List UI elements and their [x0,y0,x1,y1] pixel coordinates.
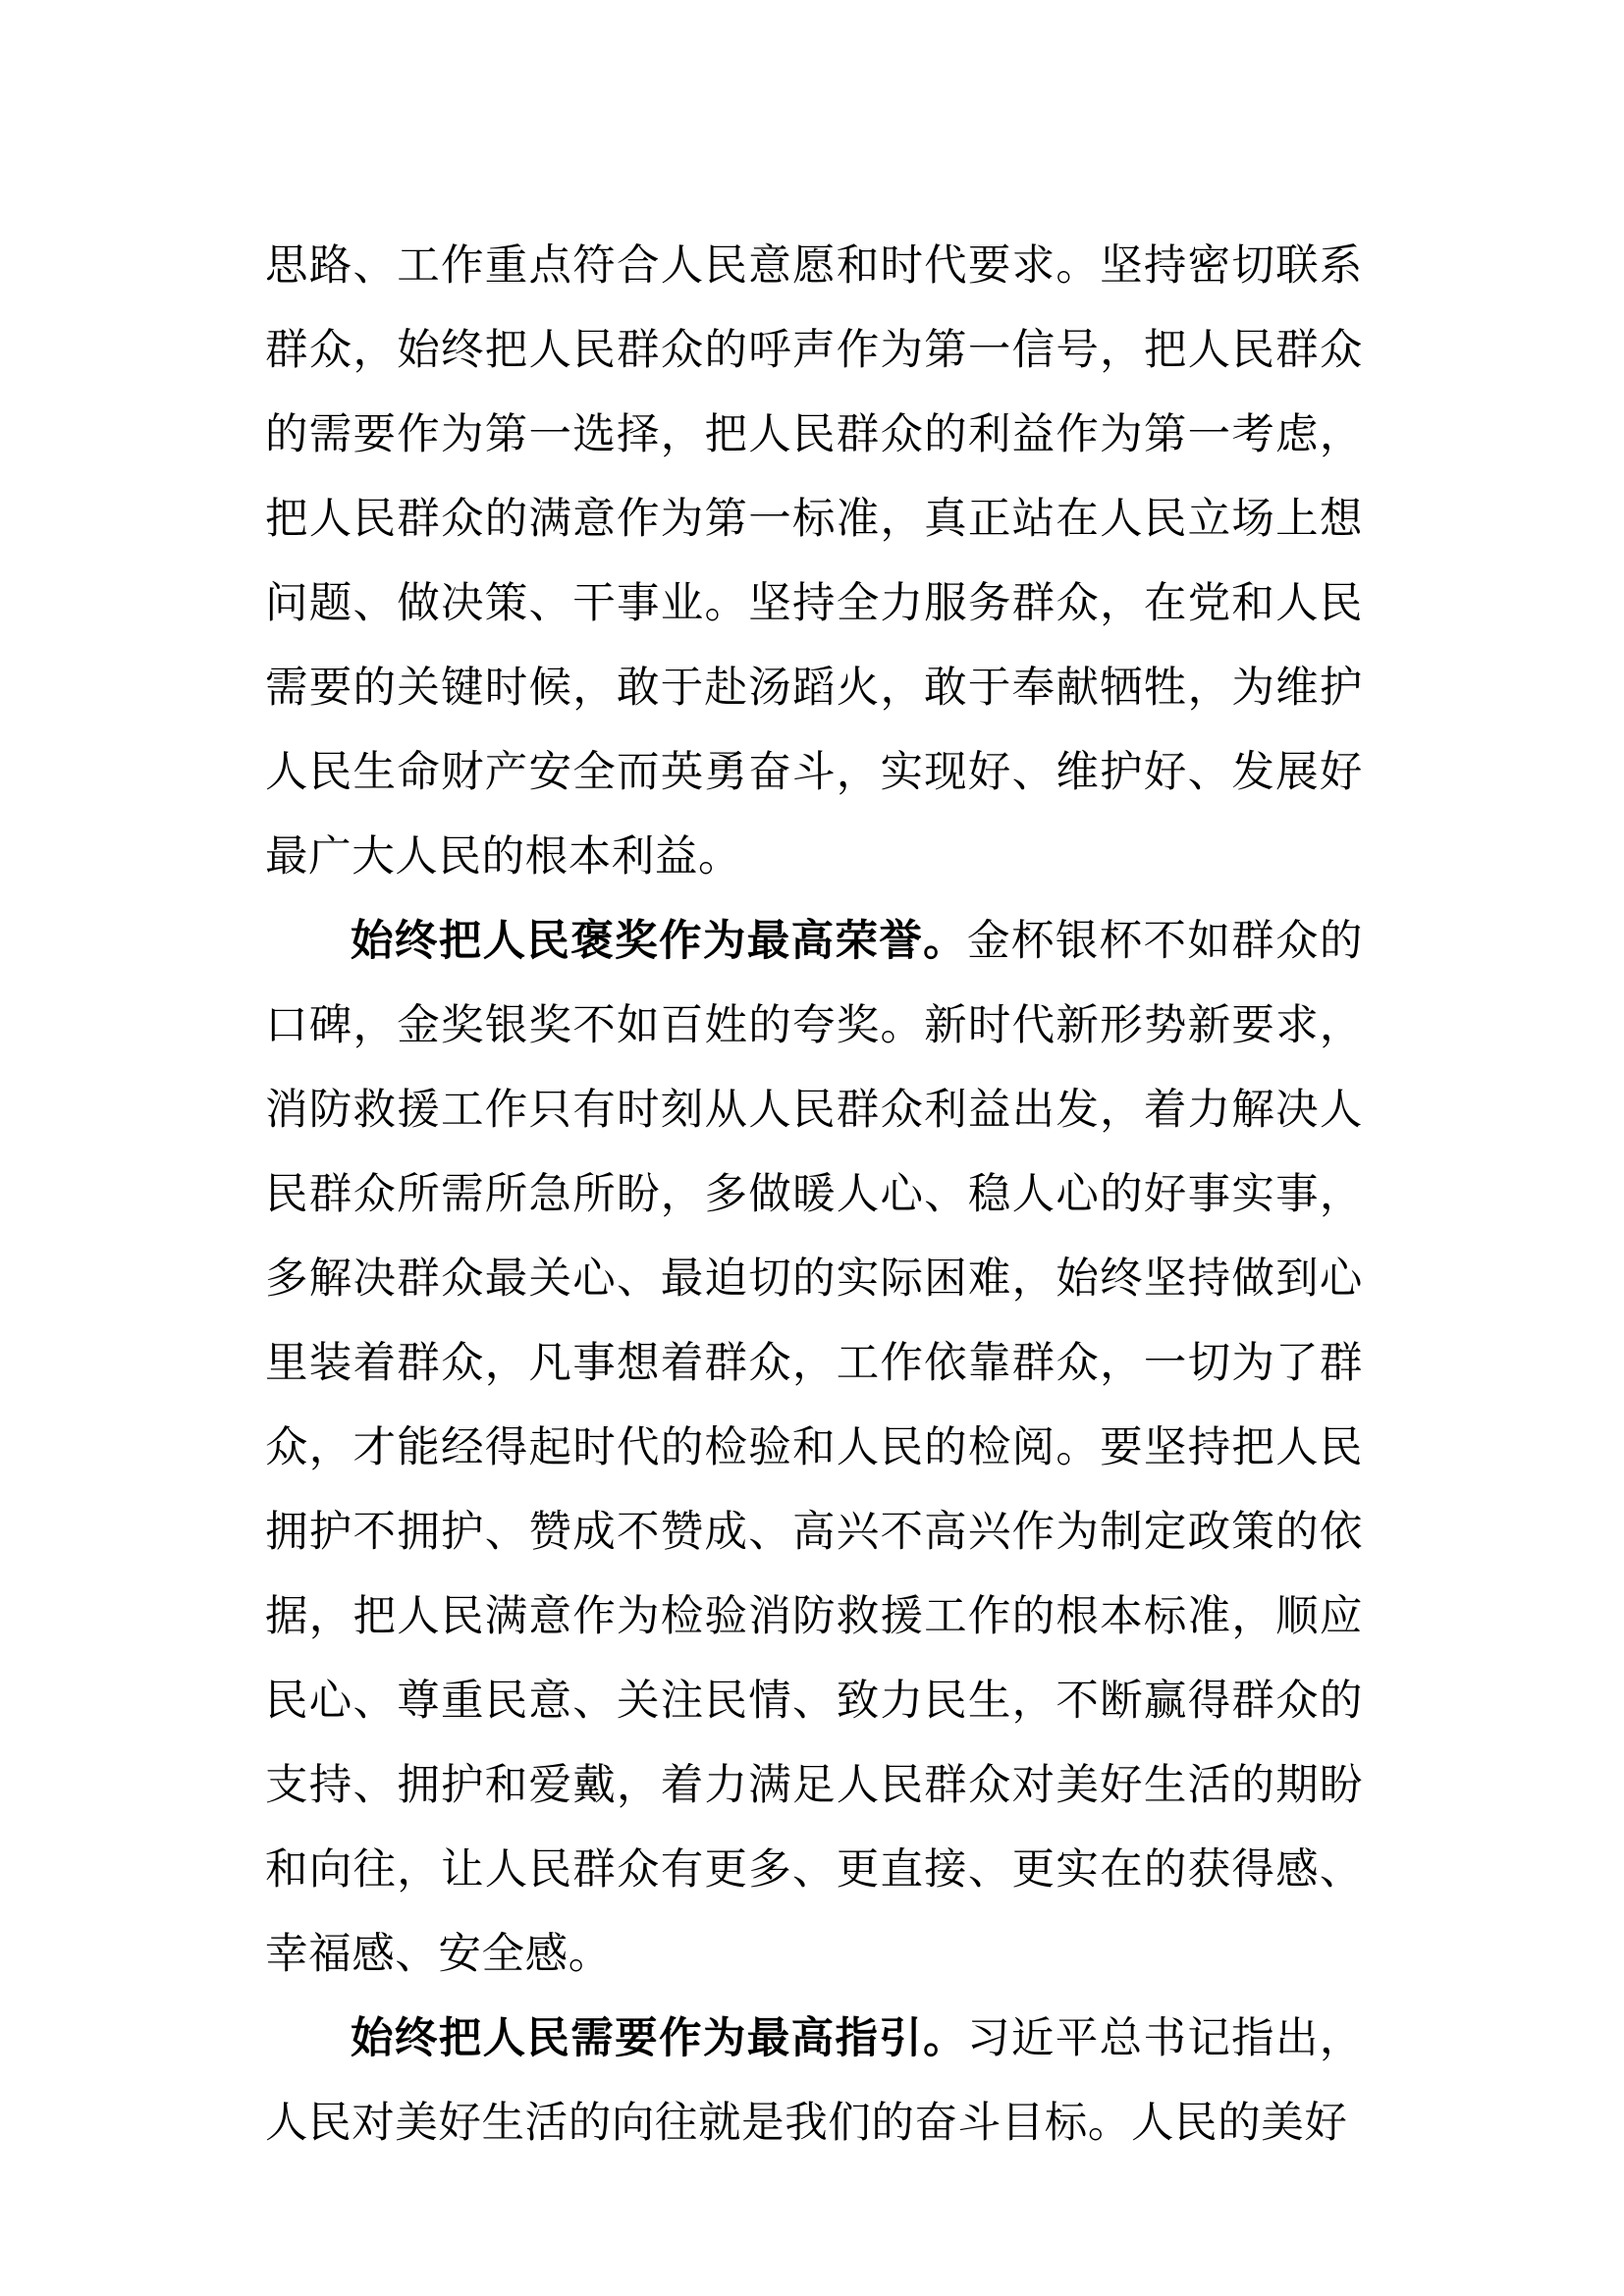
paragraph-people-honor [265,899,1363,1997]
paragraph-lead-heading: 始终把人民需要作为最高指引。 [351,2014,968,2063]
paragraph-continued [265,224,1363,899]
paragraph-text: 习近平总书记指出，人民对美好生活的向往就是我们的奋斗目标。人民的美好 [265,2014,1363,2148]
paragraph-people-needs [265,1997,1363,2165]
paragraph-lead-heading: 始终把人民褒奖作为最高荣誉。 [351,917,968,966]
paragraph-text: 思路、工作重点符合人民意愿和时代要求。坚持密切联系群众，始终把人民群众的呼声作为第一信号，把人民群众的需要作为第一选择，把人民群众的利益作为第一考虑，把人民群众的满意作为第一标准，真正站在人民立场上想问题、做决策、干事业。坚持全力服务群众，在党和人民需要的关键时候，敢于赴汤蹈火，敢于奉献牺牲，为维护人民生命财产安全而英勇奋斗，实现好、维护好、发展好最广大人民的根本利益。 [265,241,1363,881]
paragraph-text: 金杯银杯不如群众的口碑，金奖银奖不如百姓的夸奖。新时代新形势新要求，消防救援工作只有时刻从人民群众利益出发，着力解决人民群众所需所急所盼，多做暖人心、稳人心的好事实事，多解决群众最关心、最迫切的实际困难，始终坚持做到心里装着群众，凡事想着群众，工作依靠群众，一切为了群众，才能经得起时代的检验和人民的检阅。要坚持把人民拥护不拥护、赞成不赞成、高兴不高兴作为制定政策的依据，把人民满意作为检验消防救援工作的根本标准，顺应民心、尊重民意、关注民情、致力民生，不断赢得群众的支持、拥护和爱戴，着力满足人民群众对美好生活的期盼和向往，让人民群众有更多、更直接、更实在的获得感、幸福感、安全感。 [265,917,1363,1979]
document-body [265,224,1363,2165]
